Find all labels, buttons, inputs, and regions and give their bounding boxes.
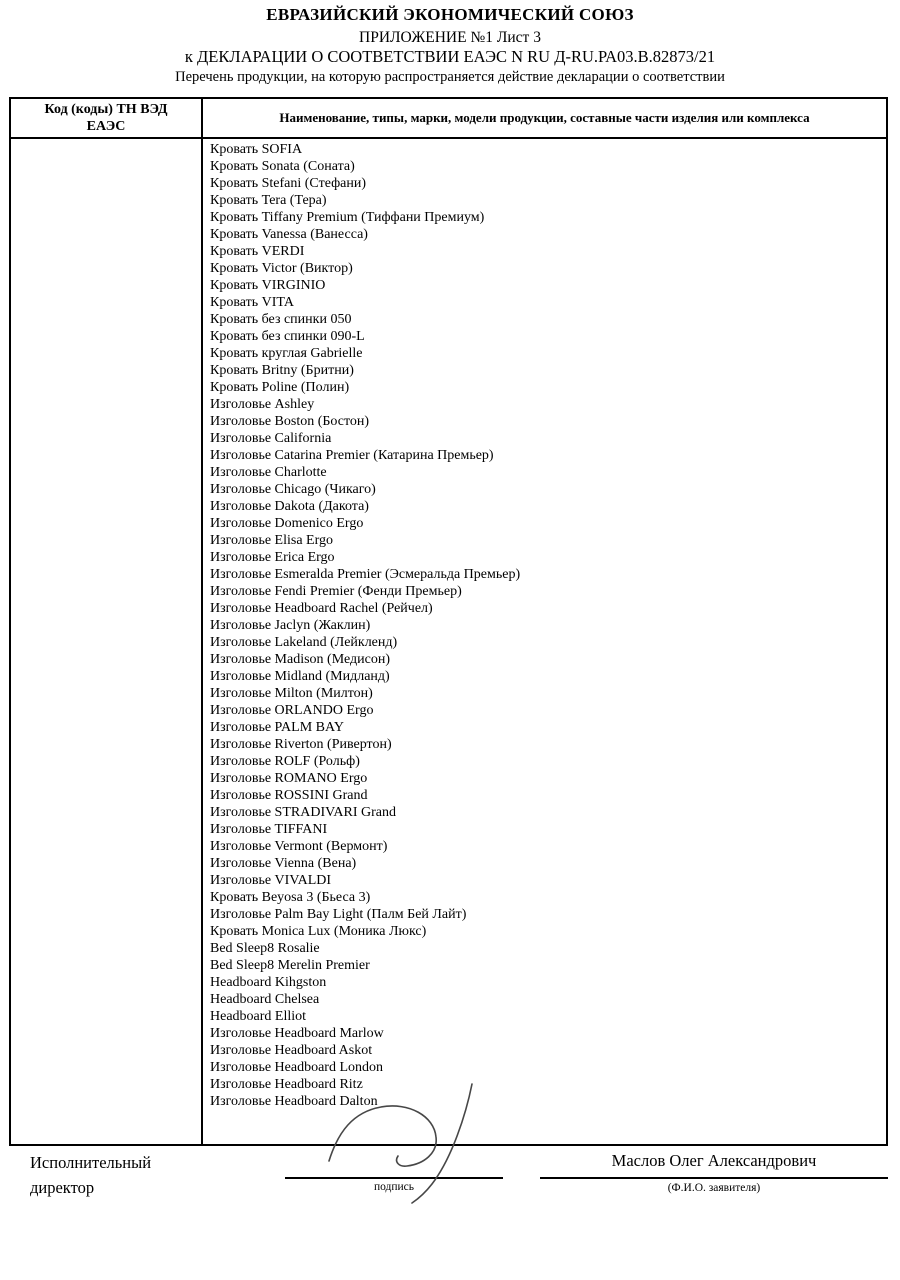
product-item: Кровать Beyosa 3 (Бьеса 3)	[210, 890, 371, 905]
product-item: Кровать VERDI	[210, 244, 305, 259]
product-item: Изголовье PALM BAY	[210, 720, 344, 735]
product-item: Кровать без спинки 050	[210, 312, 352, 327]
union-title: ЕВРАЗИЙСКИЙ ЭКОНОМИЧЕСКИЙ СОЮЗ	[266, 5, 634, 24]
scope-line: Перечень продукции, на которую распространяется действие декларации о соответствии	[175, 69, 725, 85]
product-item: Изголовье Domenico Ergo	[210, 516, 364, 531]
product-item: Изголовье Dakota (Дакота)	[210, 499, 369, 514]
column-header-tnved-code-label: Код (коды) ТН ВЭД ЕАЭС	[44, 102, 168, 134]
product-item: Изголовье Charlotte	[210, 465, 327, 480]
products-table	[9, 97, 888, 1146]
product-item: Изголовье Headboard Dalton	[210, 1094, 378, 1109]
product-item: Кровать VITA	[210, 295, 294, 310]
product-item: Изголовье Headboard Ritz	[210, 1077, 363, 1092]
product-item: Изголовье TIFFANI	[210, 822, 328, 837]
product-item: Изголовье Headboard London	[210, 1060, 384, 1075]
product-item: Bed Sleep8 Rosalie	[210, 941, 320, 956]
product-item: Кровать Stefani (Стефани)	[210, 176, 367, 191]
product-item: Изголовье Vermont (Вермонт)	[210, 839, 388, 854]
product-item: Кровать Britny (Бритни)	[210, 363, 354, 378]
product-item: Headboard Kihgston	[210, 975, 327, 990]
product-item: Изголовье Vienna (Вена)	[210, 856, 357, 871]
product-item: Headboard Chelsea	[210, 992, 320, 1007]
product-item: Изголовье STRADIVARI Grand	[210, 805, 397, 820]
product-item: Кровать VIRGINIO	[210, 278, 326, 293]
product-item: Изголовье ROSSINI Grand	[210, 788, 368, 803]
product-item: Кровать Vanessa (Ванесса)	[210, 227, 368, 242]
product-item: Изголовье ROLF (Рольф)	[210, 754, 360, 769]
product-item: Изголовье Milton (Милтон)	[210, 686, 373, 701]
product-item: Изголовье Riverton (Ривертон)	[210, 737, 392, 752]
product-item: Изголовье VIVALDI	[210, 873, 332, 888]
product-list-cell	[203, 139, 886, 1144]
product-item: Изголовье Headboard Marlow	[210, 1026, 384, 1041]
applicant-name: Маслов Олег Александрович	[611, 1151, 817, 1170]
product-item: Изголовье Headboard Rachel (Рейчел)	[210, 601, 433, 616]
appendix-line: ПРИЛОЖЕНИЕ №1 Лист 3	[359, 29, 541, 46]
product-item: Изголовье ROMANO Ergo	[210, 771, 368, 786]
column-header-tnved-code	[11, 99, 203, 137]
table-header-row	[11, 99, 886, 139]
tnved-code-cell	[11, 139, 203, 1144]
declaration-number-line: к ДЕКЛАРАЦИИ О СООТВЕТСТВИИ ЕАЭС N RU Д-RU.РА03.В.82873/21	[184, 47, 716, 66]
applicant-name-line	[540, 1177, 888, 1179]
product-item: Изголовье Ashley	[210, 397, 315, 412]
product-item: Кровать Tera (Тера)	[210, 193, 327, 208]
product-item: Изголовье Elisa Ergo	[210, 533, 333, 548]
signer-position: Исполнительный директор	[30, 1153, 152, 1197]
product-item: Изголовье Midland (Мидланд)	[210, 669, 390, 684]
product-item: Изголовье ORLANDO Ergo	[210, 703, 374, 718]
product-item: Bed Sleep8 Merelin Premier	[210, 958, 370, 973]
product-item: Кровать без спинки 090-L	[210, 329, 365, 344]
product-item: Изголовье Erica Ergo	[210, 550, 335, 565]
product-item: Изголовье Madison (Медисон)	[210, 652, 390, 667]
applicant-name-caption: (Ф.И.О. заявителя)	[667, 1182, 761, 1194]
product-item: Изголовье Lakeland (Лейкленд)	[210, 635, 398, 650]
product-item: Кровать Poline (Полин)	[210, 380, 350, 395]
signature-caption: подпись	[373, 1181, 415, 1193]
product-item: Headboard Elliot	[210, 1009, 307, 1024]
product-item: Кровать Tiffany Premium (Тиффани Премиум)	[210, 210, 485, 225]
product-item: Изголовье Fendi Premier (Фенди Премьер)	[210, 584, 462, 599]
column-header-product-name	[203, 99, 886, 137]
column-header-product-name-label: Наименование, типы, марки, модели продукции, составные части изделия или комплекса	[279, 110, 810, 125]
product-item: Изголовье Headboard Askot	[210, 1043, 373, 1058]
product-item: Изголовье Esmeralda Premier (Эсмеральда Премьер)	[210, 567, 521, 582]
product-item: Изголовье Boston (Бостон)	[210, 414, 370, 429]
product-item: Кровать Sonata (Соната)	[210, 159, 355, 174]
table-body-row	[11, 139, 886, 1144]
product-item: Изголовье California	[210, 431, 332, 446]
product-item: Кровать Monica Lux (Моника Люкс)	[210, 924, 427, 939]
product-item: Изголовье Palm Bay Light (Палм Бей Лайт)	[210, 907, 467, 922]
product-item: Изголовье Catarina Premier (Катарина Премьер)	[210, 448, 494, 463]
product-item: Кровать Victor (Виктор)	[210, 261, 353, 276]
product-item: Изголовье Jaclyn (Жаклин)	[210, 618, 371, 633]
signature-line	[285, 1177, 503, 1179]
product-item: Кровать SOFIA	[210, 142, 303, 157]
product-item: Изголовье Chicago (Чикаго)	[210, 482, 376, 497]
product-item: Кровать круглая Gabrielle	[210, 346, 363, 361]
